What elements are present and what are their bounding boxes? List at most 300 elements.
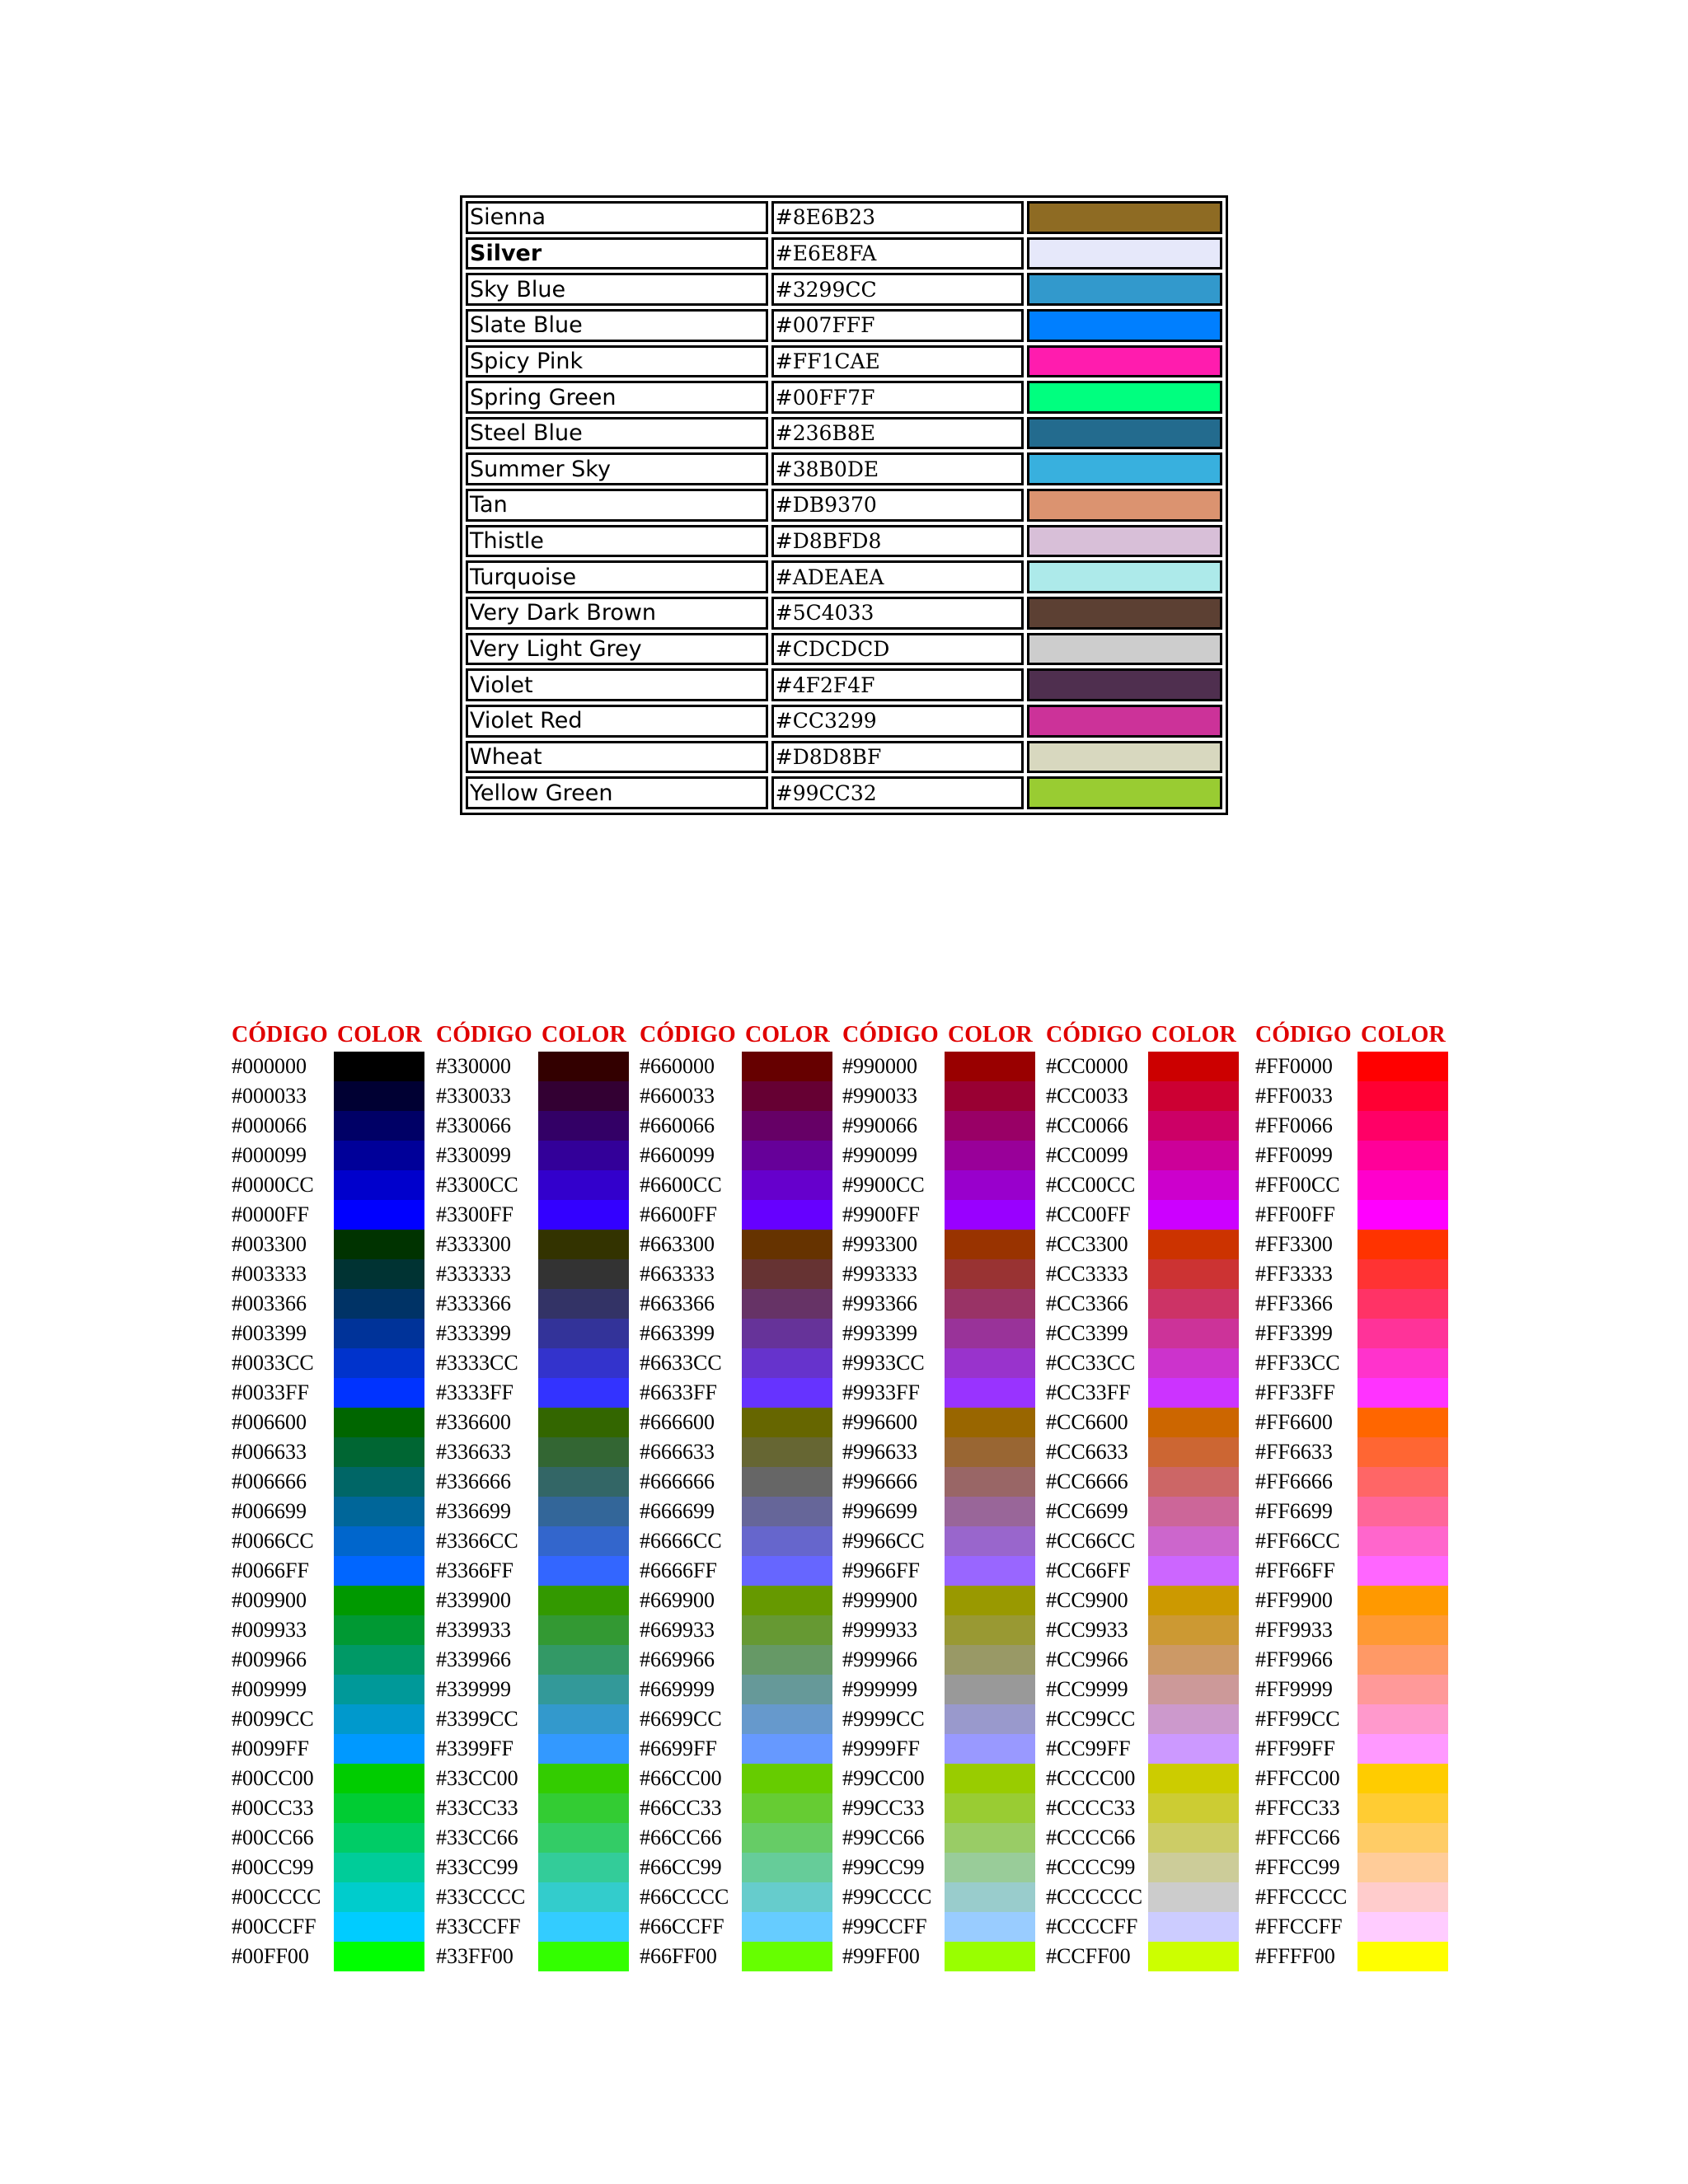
palette-code: #00CCCC xyxy=(232,1885,321,1909)
named-color-row xyxy=(466,237,1222,270)
palette-swatch xyxy=(334,1259,424,1289)
palette-code: #000033 xyxy=(232,1084,307,1108)
palette-swatch xyxy=(945,1052,1035,1081)
palette-swatch xyxy=(945,1764,1035,1793)
palette-code: #009933 xyxy=(232,1618,307,1642)
palette-code: #990066 xyxy=(842,1113,917,1137)
palette-code: #FF6600 xyxy=(1255,1410,1333,1434)
palette-swatch xyxy=(334,1348,424,1378)
palette-code: #999966 xyxy=(842,1647,917,1671)
palette-code: #FFCCCC xyxy=(1255,1885,1348,1909)
palette-swatch xyxy=(1148,1111,1239,1141)
palette-swatch xyxy=(334,1141,424,1170)
palette-swatch xyxy=(945,1111,1035,1141)
palette-swatch xyxy=(742,1675,832,1704)
palette-code: #009999 xyxy=(232,1677,307,1701)
color-name: Turquoise xyxy=(466,560,768,593)
color-name: Steel Blue xyxy=(466,417,768,450)
palette-swatch xyxy=(945,1408,1035,1437)
palette-swatch xyxy=(742,1942,832,1971)
palette-code: #00FF00 xyxy=(232,1944,309,1968)
palette-code: #003366 xyxy=(232,1291,307,1315)
named-color-row xyxy=(466,633,1222,666)
palette-swatch xyxy=(1148,1556,1239,1586)
palette-swatch xyxy=(945,1259,1035,1289)
palette-code: #330099 xyxy=(436,1143,511,1167)
palette-swatch xyxy=(334,1408,424,1437)
palette-code: #CC00FF xyxy=(1046,1202,1131,1226)
palette-code: #993399 xyxy=(842,1321,917,1345)
palette-code: #996633 xyxy=(842,1440,917,1464)
color-hex-code: #CDCDCD xyxy=(771,633,1025,666)
palette-code: #FFCCFF xyxy=(1255,1915,1343,1938)
header-color: COLOR xyxy=(337,1022,422,1047)
header-color: COLOR xyxy=(948,1022,1033,1047)
color-swatch xyxy=(1027,452,1222,485)
palette-swatch xyxy=(538,1853,629,1882)
color-swatch xyxy=(1027,597,1222,630)
palette-code: #999900 xyxy=(842,1588,917,1612)
palette-swatch xyxy=(334,1675,424,1704)
palette-swatch xyxy=(1148,1675,1239,1704)
color-hex-code: #00FF7F xyxy=(771,381,1025,414)
palette-swatch xyxy=(1357,1141,1448,1170)
palette-code: #00CC66 xyxy=(232,1825,314,1849)
palette-code: #CC3366 xyxy=(1046,1291,1128,1315)
palette-swatch xyxy=(1357,1467,1448,1497)
palette-swatch xyxy=(742,1853,832,1882)
palette-code: #CC6666 xyxy=(1046,1469,1128,1493)
palette-swatch xyxy=(538,1675,629,1704)
palette-code: #990033 xyxy=(842,1084,917,1108)
palette-code: #FF9999 xyxy=(1255,1677,1333,1701)
palette-code: #0099CC xyxy=(232,1707,314,1731)
palette-swatch xyxy=(334,1526,424,1556)
palette-swatch xyxy=(538,1259,629,1289)
palette-code: #9900FF xyxy=(842,1202,920,1226)
palette-code: #3366CC xyxy=(436,1529,518,1553)
palette-code: #33CC00 xyxy=(436,1766,518,1790)
palette-swatch xyxy=(1148,1467,1239,1497)
palette-code: #FF3399 xyxy=(1255,1321,1333,1345)
palette-code: #339966 xyxy=(436,1647,511,1671)
palette-code: #003300 xyxy=(232,1232,307,1256)
palette-swatch xyxy=(538,1526,629,1556)
color-hex-code: #CC3299 xyxy=(771,705,1025,738)
color-name: Violet xyxy=(466,668,768,701)
named-color-row xyxy=(466,597,1222,630)
palette-code: #FF6633 xyxy=(1255,1440,1333,1464)
palette-code: #FF0099 xyxy=(1255,1143,1333,1167)
named-color-row xyxy=(466,273,1222,306)
palette-code: #666600 xyxy=(640,1410,715,1434)
palette-swatch xyxy=(334,1882,424,1912)
header-color: COLOR xyxy=(1151,1022,1236,1047)
palette-swatch xyxy=(538,1942,629,1971)
palette-swatch xyxy=(334,1645,424,1675)
named-color-row xyxy=(466,201,1222,234)
color-hex-code: #007FFF xyxy=(771,309,1025,342)
palette-swatch xyxy=(742,1764,832,1793)
palette-code: #330066 xyxy=(436,1113,511,1137)
palette-swatch xyxy=(1357,1348,1448,1378)
palette-swatch xyxy=(945,1230,1035,1259)
palette-swatch xyxy=(945,1437,1035,1467)
color-name: Very Light Grey xyxy=(466,633,768,666)
header-codigo: CÓDIGO xyxy=(232,1022,328,1047)
palette-swatch xyxy=(538,1704,629,1734)
palette-code: #3399CC xyxy=(436,1707,518,1731)
palette-swatch xyxy=(945,1200,1035,1230)
palette-code: #990000 xyxy=(842,1054,917,1078)
palette-code: #00CC99 xyxy=(232,1855,314,1879)
palette-swatch xyxy=(334,1912,424,1942)
palette-code: #FF3366 xyxy=(1255,1291,1333,1315)
color-swatch xyxy=(1027,381,1222,414)
palette-swatch xyxy=(742,1704,832,1734)
palette-code: #CCFF00 xyxy=(1046,1944,1131,1968)
palette-swatch xyxy=(538,1319,629,1348)
palette-swatch xyxy=(334,1378,424,1408)
palette-swatch xyxy=(538,1497,629,1526)
palette-code: #99CCFF xyxy=(842,1915,927,1938)
palette-swatch xyxy=(945,1081,1035,1111)
palette-code: #0000FF xyxy=(232,1202,309,1226)
palette-code: #33CC99 xyxy=(436,1855,518,1879)
palette-code: #333300 xyxy=(436,1232,511,1256)
color-hex-code: #236B8E xyxy=(771,417,1025,450)
palette-code: #CCCC00 xyxy=(1046,1766,1136,1790)
palette-code: #66CCFF xyxy=(640,1915,724,1938)
palette-swatch xyxy=(1148,1942,1239,1971)
palette-code: #006699 xyxy=(232,1499,307,1523)
color-name: Very Dark Brown xyxy=(466,597,768,630)
palette-code: #0066CC xyxy=(232,1529,314,1553)
palette-code: #0033CC xyxy=(232,1351,314,1375)
palette-swatch xyxy=(334,1497,424,1526)
header-codigo: CÓDIGO xyxy=(842,1022,939,1047)
palette-swatch xyxy=(334,1230,424,1259)
palette-code: #FF3333 xyxy=(1255,1262,1333,1286)
color-name: Summer Sky xyxy=(466,452,768,485)
palette-swatch xyxy=(1357,1289,1448,1319)
palette-swatch xyxy=(1357,1645,1448,1675)
palette-code: #9900CC xyxy=(842,1173,925,1197)
palette-swatch xyxy=(538,1348,629,1378)
palette-swatch xyxy=(1357,1378,1448,1408)
palette-swatch xyxy=(742,1081,832,1111)
color-name: Yellow Green xyxy=(466,776,768,809)
named-color-table-body xyxy=(466,201,1222,809)
palette-swatch xyxy=(538,1111,629,1141)
palette-swatch xyxy=(1357,1912,1448,1942)
palette-code: #009900 xyxy=(232,1588,307,1612)
named-color-row xyxy=(466,741,1222,774)
palette-swatch xyxy=(1148,1645,1239,1675)
palette-swatch xyxy=(742,1912,832,1942)
palette-swatch xyxy=(742,1408,832,1437)
palette-swatch xyxy=(742,1823,832,1853)
color-name: Tan xyxy=(466,489,768,522)
palette-code: #0099FF xyxy=(232,1736,309,1760)
palette-code: #993333 xyxy=(842,1262,917,1286)
palette-swatch xyxy=(1357,1675,1448,1704)
palette-swatch xyxy=(538,1764,629,1793)
named-color-row xyxy=(466,345,1222,378)
palette-code: #006633 xyxy=(232,1440,307,1464)
palette-swatch xyxy=(742,1793,832,1823)
color-hex-code: #38B0DE xyxy=(771,452,1025,485)
palette-code: #FF0066 xyxy=(1255,1113,1333,1137)
palette-swatch xyxy=(1148,1793,1239,1823)
palette-swatch xyxy=(1148,1734,1239,1764)
named-color-row xyxy=(466,705,1222,738)
palette-swatch xyxy=(1148,1289,1239,1319)
palette-swatch xyxy=(945,1823,1035,1853)
palette-swatch xyxy=(1357,1942,1448,1971)
palette-code: #999999 xyxy=(842,1677,917,1701)
palette-swatch xyxy=(945,1675,1035,1704)
palette-swatch xyxy=(334,1319,424,1348)
palette-swatch xyxy=(742,1378,832,1408)
palette-code: #336666 xyxy=(436,1469,511,1493)
color-name: Spicy Pink xyxy=(466,345,768,378)
palette-code: #66CCCC xyxy=(640,1885,729,1909)
palette-code: #99FF00 xyxy=(842,1944,920,1968)
palette-code: #CC66FF xyxy=(1046,1558,1131,1582)
palette-code: #CC0033 xyxy=(1046,1084,1128,1108)
palette-code: #333366 xyxy=(436,1291,511,1315)
named-color-row xyxy=(466,309,1222,342)
palette-code: #00CC00 xyxy=(232,1766,314,1790)
palette-swatch xyxy=(742,1734,832,1764)
palette-swatch xyxy=(742,1259,832,1289)
header-codigo: CÓDIGO xyxy=(1255,1022,1352,1047)
color-swatch xyxy=(1027,201,1222,234)
color-hex-code: #E6E8FA xyxy=(771,237,1025,270)
palette-code: #339900 xyxy=(436,1588,511,1612)
palette-code: #99CC99 xyxy=(842,1855,925,1879)
palette-swatch xyxy=(1357,1793,1448,1823)
palette-swatch xyxy=(1148,1912,1239,1942)
color-name: Thistle xyxy=(466,525,768,558)
palette-code: #00CC33 xyxy=(232,1796,314,1820)
palette-code: #CC9900 xyxy=(1046,1588,1128,1612)
palette-swatch xyxy=(945,1615,1035,1645)
palette-swatch xyxy=(1357,1319,1448,1348)
palette-code: #CC0099 xyxy=(1046,1143,1128,1167)
palette-code: #33CC33 xyxy=(436,1796,518,1820)
palette-swatch xyxy=(334,1556,424,1586)
palette-code: #990099 xyxy=(842,1143,917,1167)
palette-swatch xyxy=(1357,1081,1448,1111)
palette-swatch xyxy=(945,1497,1035,1526)
color-swatch xyxy=(1027,705,1222,738)
palette-swatch xyxy=(1357,1615,1448,1645)
palette-code: #9933FF xyxy=(842,1380,920,1404)
palette-code: #CC6600 xyxy=(1046,1410,1128,1434)
palette-code: #FF6699 xyxy=(1255,1499,1333,1523)
palette-code: #996666 xyxy=(842,1469,917,1493)
color-swatch xyxy=(1027,237,1222,270)
palette-code: #33CCCC xyxy=(436,1885,526,1909)
palette-swatch xyxy=(1148,1200,1239,1230)
palette-code: #33CC66 xyxy=(436,1825,518,1849)
palette-swatch xyxy=(742,1170,832,1200)
palette-code: #CCCC66 xyxy=(1046,1825,1136,1849)
palette-code: #CC99FF xyxy=(1046,1736,1131,1760)
palette-swatch xyxy=(945,1319,1035,1348)
palette-code: #CC0000 xyxy=(1046,1054,1128,1078)
color-hex-code: #8E6B23 xyxy=(771,201,1025,234)
palette-swatch xyxy=(742,1319,832,1348)
named-color-row xyxy=(466,381,1222,414)
palette-code: #FF66CC xyxy=(1255,1529,1340,1553)
palette-swatch xyxy=(1357,1437,1448,1467)
palette-swatch xyxy=(945,1348,1035,1378)
palette-code: #660066 xyxy=(640,1113,715,1137)
color-swatch xyxy=(1027,560,1222,593)
palette-swatch xyxy=(742,1230,832,1259)
palette-code: #FF66FF xyxy=(1255,1558,1335,1582)
palette-code: #669900 xyxy=(640,1588,715,1612)
palette-swatch xyxy=(1148,1081,1239,1111)
palette-swatch xyxy=(1148,1141,1239,1170)
palette-code: #66CC33 xyxy=(640,1796,722,1820)
palette-code: #6666FF xyxy=(640,1558,717,1582)
palette-code: #CC3333 xyxy=(1046,1262,1128,1286)
palette-swatch xyxy=(945,1170,1035,1200)
palette-code: #333333 xyxy=(436,1262,511,1286)
palette-swatch xyxy=(742,1615,832,1645)
palette-swatch xyxy=(742,1645,832,1675)
palette-code: #FFCC66 xyxy=(1255,1825,1340,1849)
palette-swatch xyxy=(334,1586,424,1615)
color-swatch xyxy=(1027,309,1222,342)
palette-code: #CC33CC xyxy=(1046,1351,1136,1375)
palette-code: #009966 xyxy=(232,1647,307,1671)
palette-code: #9933CC xyxy=(842,1351,925,1375)
palette-code: #669999 xyxy=(640,1677,715,1701)
header-codigo: CÓDIGO xyxy=(1046,1022,1142,1047)
palette-code: #9999CC xyxy=(842,1707,925,1731)
palette-swatch xyxy=(538,1437,629,1467)
palette-code: #FFCC00 xyxy=(1255,1766,1340,1790)
palette-swatch xyxy=(945,1586,1035,1615)
palette-code: #0033FF xyxy=(232,1380,309,1404)
palette-swatch xyxy=(334,1823,424,1853)
palette-code: #339999 xyxy=(436,1677,511,1701)
palette-swatch xyxy=(538,1408,629,1437)
palette-code: #993300 xyxy=(842,1232,917,1256)
palette-code: #66CC99 xyxy=(640,1855,722,1879)
palette-code: #666699 xyxy=(640,1499,715,1523)
palette-code: #663366 xyxy=(640,1291,715,1315)
palette-swatch xyxy=(1357,1408,1448,1437)
palette-code: #6699FF xyxy=(640,1736,717,1760)
palette-swatch xyxy=(538,1170,629,1200)
palette-code: #660033 xyxy=(640,1084,715,1108)
palette-code: #669966 xyxy=(640,1647,715,1671)
palette-code: #999933 xyxy=(842,1618,917,1642)
palette-swatch xyxy=(742,1111,832,1141)
palette-swatch xyxy=(1148,1823,1239,1853)
palette-code: #CC6633 xyxy=(1046,1440,1128,1464)
palette-code: #336699 xyxy=(436,1499,511,1523)
palette-code: #CC9966 xyxy=(1046,1647,1128,1671)
palette-swatch xyxy=(742,1289,832,1319)
palette-code: #6600CC xyxy=(640,1173,722,1197)
palette-code: #00CCFF xyxy=(232,1915,316,1938)
palette-swatch xyxy=(945,1882,1035,1912)
palette-swatch xyxy=(1357,1586,1448,1615)
palette-code: #666633 xyxy=(640,1440,715,1464)
color-name: Slate Blue xyxy=(466,309,768,342)
palette-swatch xyxy=(1357,1734,1448,1764)
palette-code: #CC3300 xyxy=(1046,1232,1128,1256)
palette-swatch xyxy=(945,1793,1035,1823)
palette-swatch xyxy=(538,1556,629,1586)
palette-code: #660099 xyxy=(640,1143,715,1167)
palette-swatch xyxy=(742,1586,832,1615)
palette-code: #66CC66 xyxy=(640,1825,722,1849)
palette-swatch xyxy=(1357,1526,1448,1556)
palette-code: #660000 xyxy=(640,1054,715,1078)
named-color-row xyxy=(466,776,1222,809)
palette-code: #000066 xyxy=(232,1113,307,1137)
palette-code: #996699 xyxy=(842,1499,917,1523)
palette-code: #66CC00 xyxy=(640,1766,722,1790)
palette-swatch xyxy=(334,1200,424,1230)
palette-code: #99CC66 xyxy=(842,1825,925,1849)
palette-code: #336633 xyxy=(436,1440,511,1464)
palette-code: #6666CC xyxy=(640,1529,722,1553)
palette-code: #339933 xyxy=(436,1618,511,1642)
color-name: Sienna xyxy=(466,201,768,234)
palette-code: #993366 xyxy=(842,1291,917,1315)
palette-code: #CCCC33 xyxy=(1046,1796,1136,1820)
palette-swatch xyxy=(945,1467,1035,1497)
palette-code: #99CC00 xyxy=(842,1766,925,1790)
palette-swatch xyxy=(538,1645,629,1675)
color-swatch xyxy=(1027,345,1222,378)
palette-code: #000099 xyxy=(232,1143,307,1167)
palette-code: #3300FF xyxy=(436,1202,513,1226)
palette-code: #FF33FF xyxy=(1255,1380,1335,1404)
palette-code: #CC3399 xyxy=(1046,1321,1128,1345)
palette-swatch xyxy=(1357,1200,1448,1230)
palette-swatch xyxy=(1148,1586,1239,1615)
palette-code: #FF0000 xyxy=(1255,1054,1333,1078)
palette-swatch xyxy=(538,1052,629,1081)
palette-code: #FF00FF xyxy=(1255,1202,1335,1226)
color-hex-code: #D8BFD8 xyxy=(771,525,1025,558)
header-codigo: CÓDIGO xyxy=(436,1022,532,1047)
palette-swatch xyxy=(538,1200,629,1230)
color-hex-code: #DB9370 xyxy=(771,489,1025,522)
color-swatch xyxy=(1027,633,1222,666)
palette-swatch xyxy=(1148,1526,1239,1556)
palette-code: #FF0033 xyxy=(1255,1084,1333,1108)
palette-code: #330000 xyxy=(436,1054,511,1078)
palette-code: #FF6666 xyxy=(1255,1469,1333,1493)
palette-swatch xyxy=(945,1526,1035,1556)
palette-swatch xyxy=(538,1823,629,1853)
header-color: COLOR xyxy=(1361,1022,1446,1047)
named-color-table xyxy=(460,195,1228,815)
color-hex-code: #99CC32 xyxy=(771,776,1025,809)
palette-swatch xyxy=(334,1170,424,1200)
